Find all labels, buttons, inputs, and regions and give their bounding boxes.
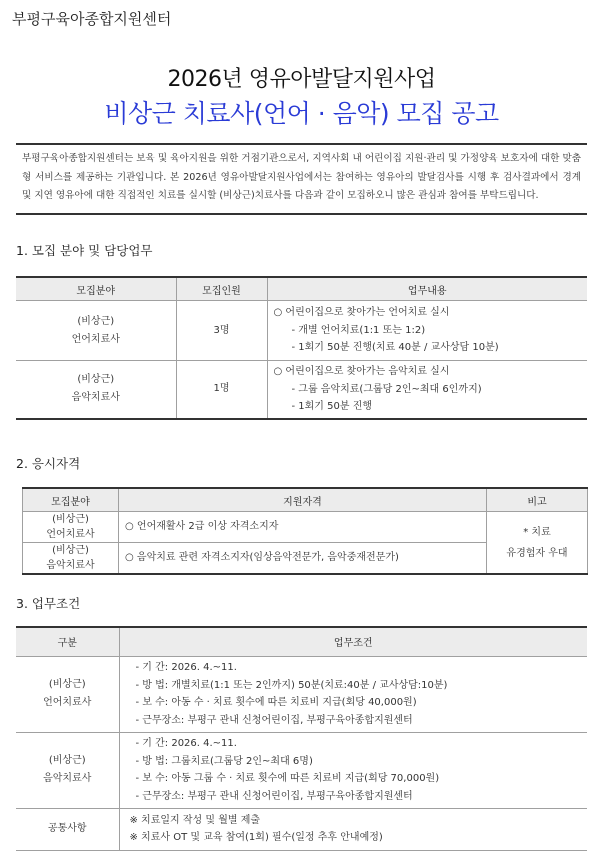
header-conditions: 업무조건 xyxy=(119,627,587,656)
field-line: (비상근) xyxy=(48,679,86,690)
duty-line: - 그룹 음악치료(그룹당 2인~최대 6인까지) xyxy=(291,383,482,395)
qualification-cell: ○ 음악치료 관련 자격소지자(임상음악전문가, 음악중재전문가) xyxy=(119,543,487,575)
field-line: 음악치료사 xyxy=(43,773,92,784)
table-row xyxy=(16,361,587,419)
field-line: 언어치료사 xyxy=(71,333,120,345)
common-line: ※ 치료일지 작성 및 월별 제출 xyxy=(129,814,261,826)
field-line: (비상근) xyxy=(52,545,89,556)
common-line: ※ 치료사 OT 및 교육 참여(1회) 필수(일정 추후 안내예정) xyxy=(129,832,383,843)
note-cell xyxy=(487,512,588,575)
conditions-cell xyxy=(119,732,587,808)
field-cell xyxy=(16,301,176,361)
org-name: 부평구육아종합지원센터 xyxy=(12,10,172,28)
table-row xyxy=(16,732,587,808)
qualification-cell: ○ 언어재활사 2급 이상 자격소지자 xyxy=(119,512,487,543)
field-line: (비상근) xyxy=(77,374,115,386)
table-row xyxy=(23,512,588,543)
count-cell: 3명 xyxy=(176,301,267,361)
field-cell xyxy=(23,512,119,543)
qualification-table xyxy=(22,487,588,575)
condition-line: - 보 수: 아동 그룹 수 · 치료 횟수에 따른 치료비 지급(회당 70,000원) xyxy=(135,773,440,784)
duty-line: ○ 어린이집으로 찾아가는 언어치료 실시 xyxy=(273,307,450,319)
header-category: 구분 xyxy=(16,627,119,656)
count-cell: 1명 xyxy=(176,361,267,419)
table-row xyxy=(16,808,587,850)
note-line: * 치료 xyxy=(523,526,551,538)
condition-line: - 기 간: 2026. 4.~11. xyxy=(135,738,237,749)
duty-line: - 1회기 50분 진행 xyxy=(291,401,373,412)
field-line: (비상근) xyxy=(77,315,115,327)
header-note: 비고 xyxy=(487,488,588,512)
header-qualification: 지원자격 xyxy=(119,488,487,512)
conditions-table xyxy=(16,626,587,851)
table-header-row xyxy=(16,277,587,301)
field-line: 언어치료사 xyxy=(43,697,92,708)
section3-heading: 3. 업무조건 xyxy=(16,596,81,611)
header-duties: 업무내용 xyxy=(267,277,587,301)
title-sub: 비상근 치료사(언어 · 음악) 모집 공고 xyxy=(104,99,499,128)
intro-box xyxy=(16,143,587,215)
header-count: 모집인원 xyxy=(176,277,267,301)
recruit-table xyxy=(16,276,587,420)
field-line: (비상근) xyxy=(52,514,89,525)
section2-heading: 2. 응시자격 xyxy=(16,456,81,471)
note-line: 유경험자 우대 xyxy=(506,547,568,559)
table-header-row xyxy=(16,627,587,656)
header-field: 모집분야 xyxy=(23,488,119,512)
table-row xyxy=(16,656,587,732)
field-line: 음악치료사 xyxy=(71,392,120,404)
field-line: 언어치료사 xyxy=(46,529,95,540)
field-line: 음악치료사 xyxy=(46,560,95,571)
field-cell xyxy=(16,656,119,732)
field-cell xyxy=(23,543,119,575)
duty-line: ○ 어린이집으로 찾아가는 음악치료 실시 xyxy=(273,366,450,377)
duties-cell xyxy=(267,361,587,419)
field-line: (비상근) xyxy=(48,755,86,766)
condition-line: - 근무장소: 부평구 관내 신청어린이집, 부평구육아종합지원센터 xyxy=(135,714,413,726)
condition-line: - 기 간: 2026. 4.~11. xyxy=(135,662,237,673)
common-cell xyxy=(119,808,587,850)
common-label: 공통사항 xyxy=(16,808,119,850)
duty-line: - 개별 언어치료(1:1 또는 1:2) xyxy=(291,324,426,336)
header-field: 모집분야 xyxy=(16,277,176,301)
conditions-cell xyxy=(119,656,587,732)
title-main: 2026년 영유아발달지원사업 xyxy=(167,67,436,92)
intro-text: 부평구육아종합지원센터는 보육 및 육아지원을 위한 거점기관으로서, 지역사회 내 어린이집 지원·관리 및 가정양육 보호자에 대한 맞춤형 서비스를 제공하는 기관입니다. 본 2026년 영유아발달지원사업에서는 참여하는 영유아의 발달검사를 시행 후 검사결과에서 경계 및 지연 영유아에 대한 직접적인 치료를 실시할 (비상근)치료사를 다음과 같이 모집하오니 많은 관심과 참여를 부탁드립니다. xyxy=(22,153,581,201)
table-row xyxy=(16,301,587,361)
duty-line: - 1회기 50분 진행(치료 40분 / 교사상담 10분) xyxy=(291,342,499,354)
table-header-row xyxy=(23,488,588,512)
condition-line: - 방 법: 그룹치료(그룹당 2인~최대 6명) xyxy=(135,755,313,767)
field-cell xyxy=(16,732,119,808)
section1-heading: 1. 모집 분야 및 담당업무 xyxy=(16,243,153,258)
duties-cell xyxy=(267,301,587,361)
condition-line: - 보 수: 아동 수 · 치료 횟수에 따른 치료비 지급(회당 40,000원) xyxy=(135,697,417,708)
condition-line: - 근무장소: 부평구 관내 신청어린이집, 부평구육아종합지원센터 xyxy=(135,790,413,802)
field-cell xyxy=(16,361,176,419)
condition-line: - 방 법: 개별치료(1:1 또는 2인까지) 50분(치료:40분 / 교사상담:10분) xyxy=(135,679,448,691)
